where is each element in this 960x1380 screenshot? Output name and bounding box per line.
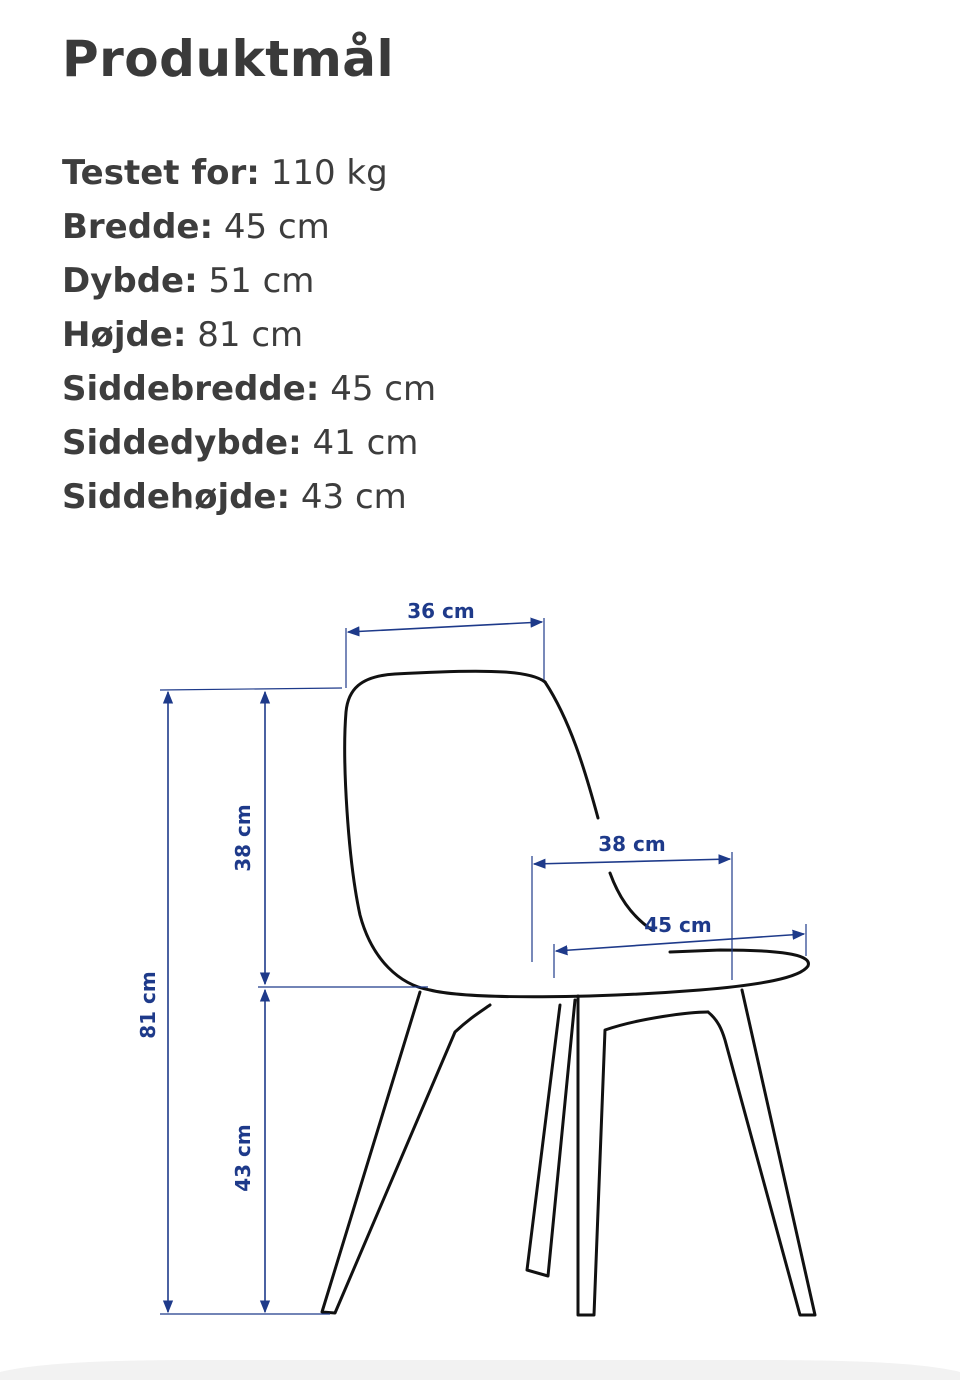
page-title: Produktmål bbox=[62, 30, 395, 88]
spec-width bbox=[62, 200, 436, 254]
spec-value: 81 cm bbox=[197, 315, 304, 355]
chair-backrest bbox=[345, 671, 545, 990]
spec-label: Siddedybde: bbox=[62, 423, 302, 463]
spec-height bbox=[62, 308, 436, 362]
label-seat-height: 43 cm bbox=[231, 1124, 255, 1192]
label-total-height: 81 cm bbox=[136, 971, 160, 1039]
chair-leg-front-right bbox=[578, 996, 708, 1315]
spec-tested-for bbox=[62, 146, 436, 200]
spec-value: 45 cm bbox=[330, 369, 437, 409]
spec-list bbox=[62, 146, 436, 524]
spec-value: 45 cm bbox=[223, 207, 330, 247]
spec-value: 43 cm bbox=[300, 477, 407, 517]
chair-leg-front-left bbox=[322, 992, 490, 1313]
dimension-seat-depth bbox=[532, 832, 732, 980]
spec-label: Højde: bbox=[62, 315, 187, 355]
spec-value: 51 cm bbox=[208, 261, 315, 301]
spec-seat-depth bbox=[62, 416, 436, 470]
dimension-backrest-width bbox=[346, 599, 544, 688]
spec-label: Siddehøjde: bbox=[62, 477, 291, 517]
dimension-line bbox=[348, 622, 542, 632]
spec-seat-height bbox=[62, 470, 436, 524]
label-seat-depth: 38 cm bbox=[598, 832, 666, 856]
spec-label: Siddebredde: bbox=[62, 369, 320, 409]
dimension-line bbox=[534, 859, 730, 864]
bottom-sheet-edge bbox=[0, 1350, 960, 1380]
chair-seat bbox=[430, 950, 808, 997]
chair-leg-back-left bbox=[527, 1000, 575, 1276]
label-backrest-width: 36 cm bbox=[407, 599, 475, 623]
spec-seat-width bbox=[62, 362, 436, 416]
extension-line bbox=[160, 688, 342, 690]
spec-label: Testet for: bbox=[62, 153, 260, 193]
spec-value: 41 cm bbox=[312, 423, 419, 463]
dimension-total-height bbox=[136, 688, 342, 1314]
spec-label: Bredde: bbox=[62, 207, 214, 247]
dimension-seat-width bbox=[554, 913, 806, 978]
dimension-backrest-height bbox=[231, 692, 428, 987]
spec-depth bbox=[62, 254, 436, 308]
label-backrest-height: 38 cm bbox=[231, 804, 255, 872]
label-seat-width: 45 cm bbox=[644, 913, 712, 937]
chair-dimension-diagram bbox=[0, 560, 960, 1371]
spec-value: 110 kg bbox=[270, 153, 388, 193]
spec-label: Dybde: bbox=[62, 261, 198, 301]
dimension-seat-height bbox=[231, 990, 265, 1312]
chair-outline bbox=[322, 671, 815, 1315]
chair-backrest-inner bbox=[545, 682, 598, 818]
chair-leg-back-right bbox=[708, 990, 815, 1315]
